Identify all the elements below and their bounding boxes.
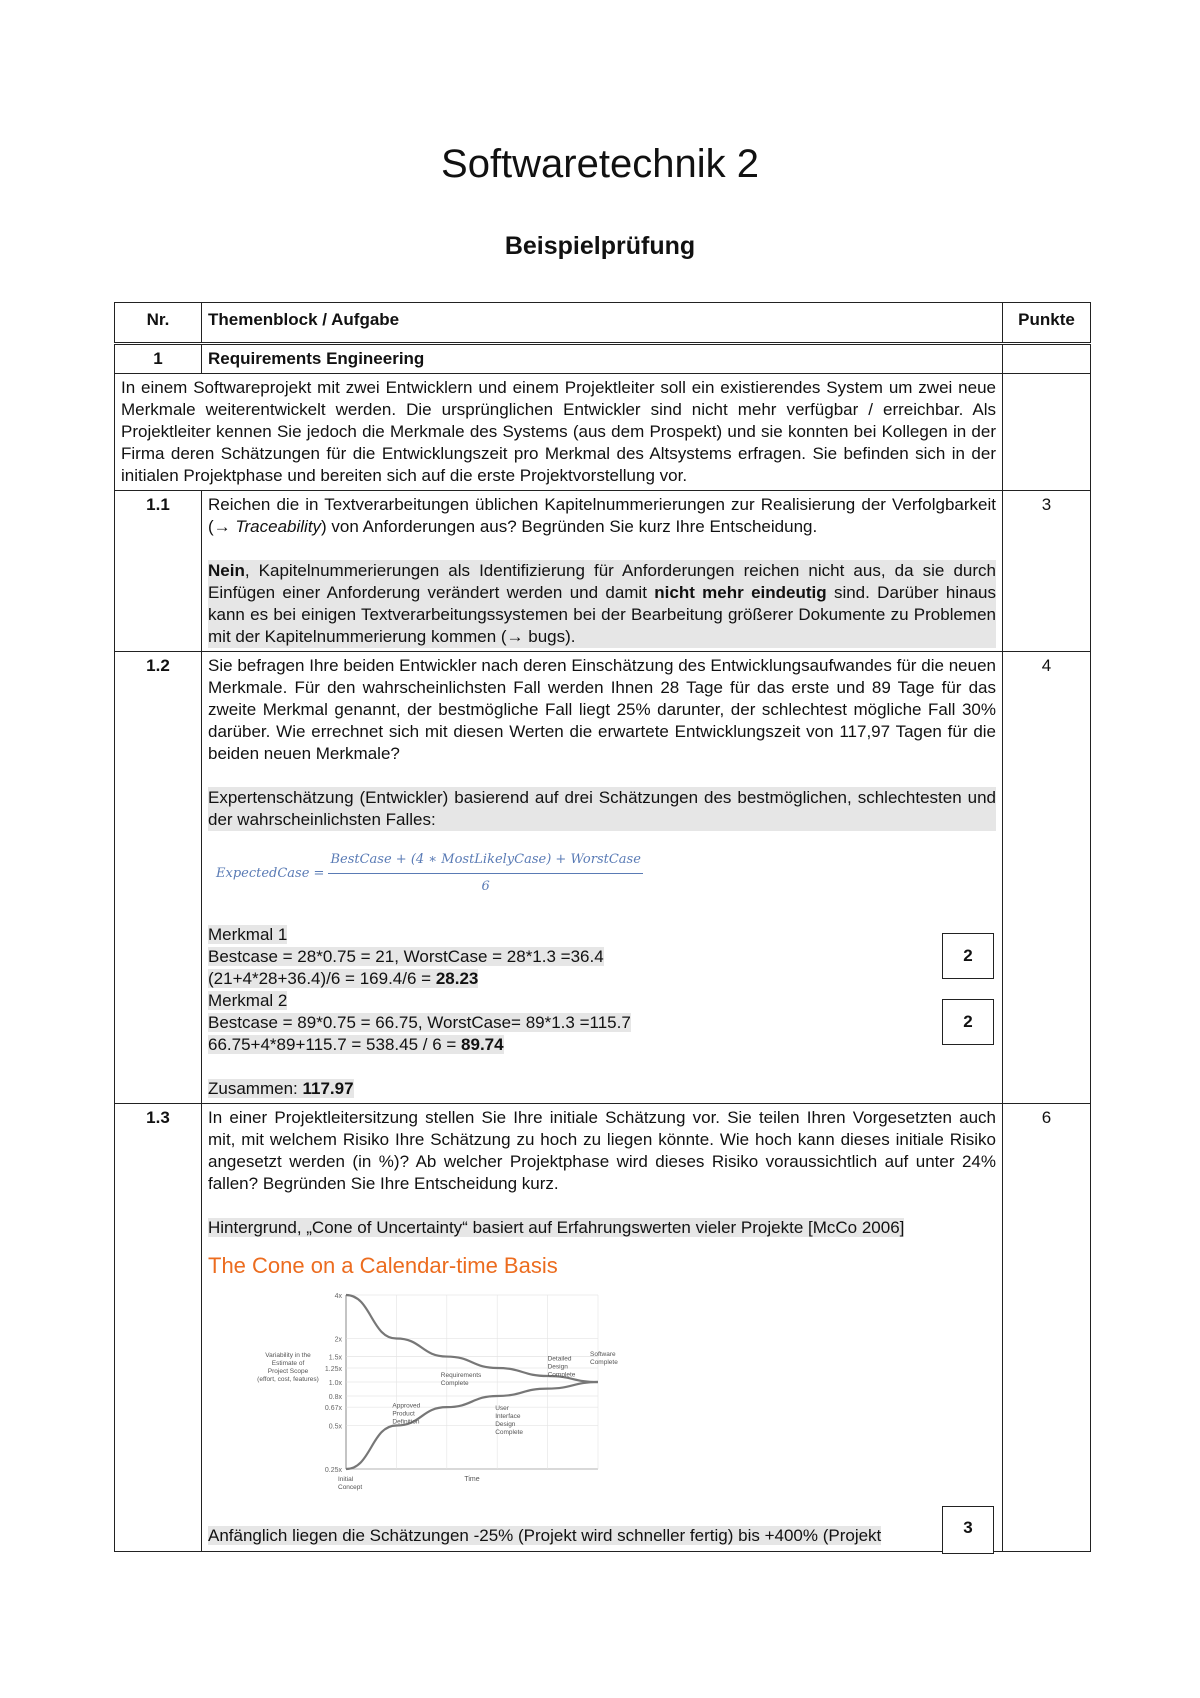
intro-row xyxy=(115,374,1091,491)
formula-denominator: 6 xyxy=(481,879,490,894)
y-tick-label: 1.0x xyxy=(328,1380,342,1387)
merkmal-2-line2: 66.75+4*89+115.7 = 538.45 / 6 = 89.74 xyxy=(208,1035,504,1054)
header-topic: Themenblock / Aufgabe xyxy=(202,303,1003,344)
y-tick-label: 1.25x xyxy=(324,1365,342,1373)
task-row-1-1 xyxy=(115,491,1091,652)
task-question: In einer Projektleitersitzung stellen Sie Ihre initiale Schätzung vor. Sie teilen Ihren Vorgesetzten auch mit, mit welchem Risiko Ihre Schätzung zu hoch zu liegen könnte. Wie hoch kann dieses initiale Risiko angesetzt werden (in %)? Ab welcher Projektphase wird dieses Risiko voraussichtlich auf unter 24% fallen? Begründen Sie Ihre Entscheidung kurz. xyxy=(208,1108,996,1193)
milestone-label: User Interface Design Complete xyxy=(495,1405,524,1437)
section-row xyxy=(115,344,1091,374)
total-line: Zusammen: 117.97 xyxy=(208,1079,354,1098)
merkmal-1-points-box: 2 xyxy=(942,933,994,979)
y-tick-label: 2x xyxy=(334,1336,342,1344)
expected-case-formula: ExpectedCase = $\frac{\text{BestCase + (4 ∗ MostLikelyCase) + WorstCase}}{6}$ xyxy=(216,849,996,898)
y-tick-label: 0.67x xyxy=(324,1405,342,1413)
formula-numerator: BestCase + (4 ∗ MostLikelyCase) + WorstCase xyxy=(328,849,642,874)
task-content xyxy=(202,1104,1003,1552)
cone-chart-container xyxy=(208,1287,996,1523)
section-points xyxy=(1003,344,1091,374)
section-nr: 1 xyxy=(115,344,202,374)
task-content xyxy=(202,652,1003,1104)
task-answer-start: Anfänglich liegen die Schätzungen -25% (Projekt wird schneller fertig) bis +400% (Projekt xyxy=(208,1526,882,1545)
merkmal-2-label: Merkmal 2 xyxy=(208,991,288,1010)
y-tick-label: 4x xyxy=(334,1293,342,1300)
task-nr: 1.2 xyxy=(115,652,202,1104)
task-nr: 1.1 xyxy=(115,491,202,652)
task-points: 6 xyxy=(1003,1104,1091,1552)
task-content xyxy=(202,491,1003,652)
milestone-label: Approved Product Definition xyxy=(392,1402,421,1426)
section-title: Requirements Engineering xyxy=(202,344,1003,374)
table-header-row xyxy=(115,303,1091,344)
y-tick-label: 0.8x xyxy=(328,1394,342,1402)
y-tick-label: 1.5x xyxy=(328,1354,342,1362)
answer-points-box: 3 xyxy=(942,1506,994,1554)
y-tick-label: 0.25x xyxy=(324,1467,342,1474)
merkmal-1-label: Merkmal 1 xyxy=(208,925,288,944)
cone-of-uncertainty-chart xyxy=(226,1287,618,1523)
task-points: 4 xyxy=(1003,652,1091,1104)
exam-table xyxy=(114,302,1091,1552)
task-question: Reichen die in Textverarbeitungen üblichen Kapitelnummerierungen zur Realisierung der Verfolgbarkeit (→ Traceability) von Anforderungen aus? Begründen Sie kurz Ihre Entscheidung. xyxy=(208,495,996,536)
task-nr: 1.3 xyxy=(115,1104,202,1552)
task-row-1-3 xyxy=(115,1104,1091,1552)
chart-title: The Cone on a Calendar-time Basis xyxy=(208,1253,558,1278)
task-row-1-2 xyxy=(115,652,1091,1104)
header-nr: Nr. xyxy=(115,303,202,344)
task-answer-intro: Expertenschätzung (Entwickler) basierend auf drei Schätzungen des bestmöglichen, schlechtesten und der wahrscheinlichsten Falles: xyxy=(208,788,996,829)
y-tick-label: 0.5x xyxy=(328,1423,342,1431)
document-title: Softwaretechnik 2 xyxy=(441,142,759,186)
header-points: Punkte xyxy=(1003,303,1091,344)
milestone-label: Detailed Design Complete xyxy=(547,1355,576,1379)
x-axis-label: Time xyxy=(464,1476,480,1483)
merkmal-1-line1: Bestcase = 28*0.75 = 21, WorstCase = 28*1.3 =36.4 xyxy=(208,947,604,966)
milestone-label: Initial Concept xyxy=(338,1476,363,1491)
task-question: Sie befragen Ihre beiden Entwickler nach deren Einschätzung des Entwicklungsaufwandes für die neuen Merkmale. Für den wahrscheinlichsten Fall werden Ihnen 28 Tage für das erste und 89 Tage für das zweite Merkmal genannt, der bestmögliche Fall liegt 25% darunter, der schlechtest mögliche Fall 30% darüber. Wie errechnet sich mit diesen Werten die erwartete Entwicklungszeit von 117,97 Tagen für die beiden neuen Merkmale? xyxy=(208,656,996,763)
document-subtitle: Beispielprüfung xyxy=(504,232,696,260)
y-axis-label: Variability in the Estimate of Project Scope (effort, cost, features) xyxy=(257,1352,319,1383)
merkmal-1-line2: (21+4*28+36.4)/6 = 169.4/6 = 28.23 xyxy=(208,969,479,988)
milestone-label: Software Complete xyxy=(590,1351,618,1366)
merkmal-2-line1: Bestcase = 89*0.75 = 66.75, WorstCase= 89*1.3 =115.7 xyxy=(208,1013,631,1032)
intro-points xyxy=(1003,374,1091,491)
milestone-label: Requirements Complete xyxy=(440,1372,482,1388)
background-note: Hintergrund, „Cone of Uncertainty“ basiert auf Erfahrungswerten vieler Projekte [McCo 2006] xyxy=(208,1218,905,1237)
merkmal-2-points-box: 2 xyxy=(942,999,994,1045)
task-points: 3 xyxy=(1003,491,1091,652)
intro-text: In einem Softwareprojekt mit zwei Entwicklern und einem Projektleiter soll ein existierendes System um zwei neue Merkmale weiterentwickelt werden. Die ursprünglichen Entwickler sind nicht mehr verfügbar / erreichbar. Als Projektleiter kennen Sie jedoch die Merkmale des Systems (aus dem Prospekt) und sie konnten bei Kollegen in der Firma deren Schätzungen für die Entwicklungszeit pro Merkmal des Altsystems erfragen. Sie befinden sich in der initialen Projektphase und bereiten sich auf die erste Projektvorstellung vor. xyxy=(115,374,1003,491)
task-answer: Nein, Kapitelnummerierungen als Identifizierung für Anforderungen reichen nicht aus, da sie durch Einfügen einer Anforderung verändert werden und damit nicht mehr eindeutig sind. Darüber hinaus kann es bei einigen Textverarbeitungssystemen bei der Bearbeitung größerer Dokumente zu Problemen mit der Kapitelnummerierung kommen (→ bugs). xyxy=(208,561,997,646)
